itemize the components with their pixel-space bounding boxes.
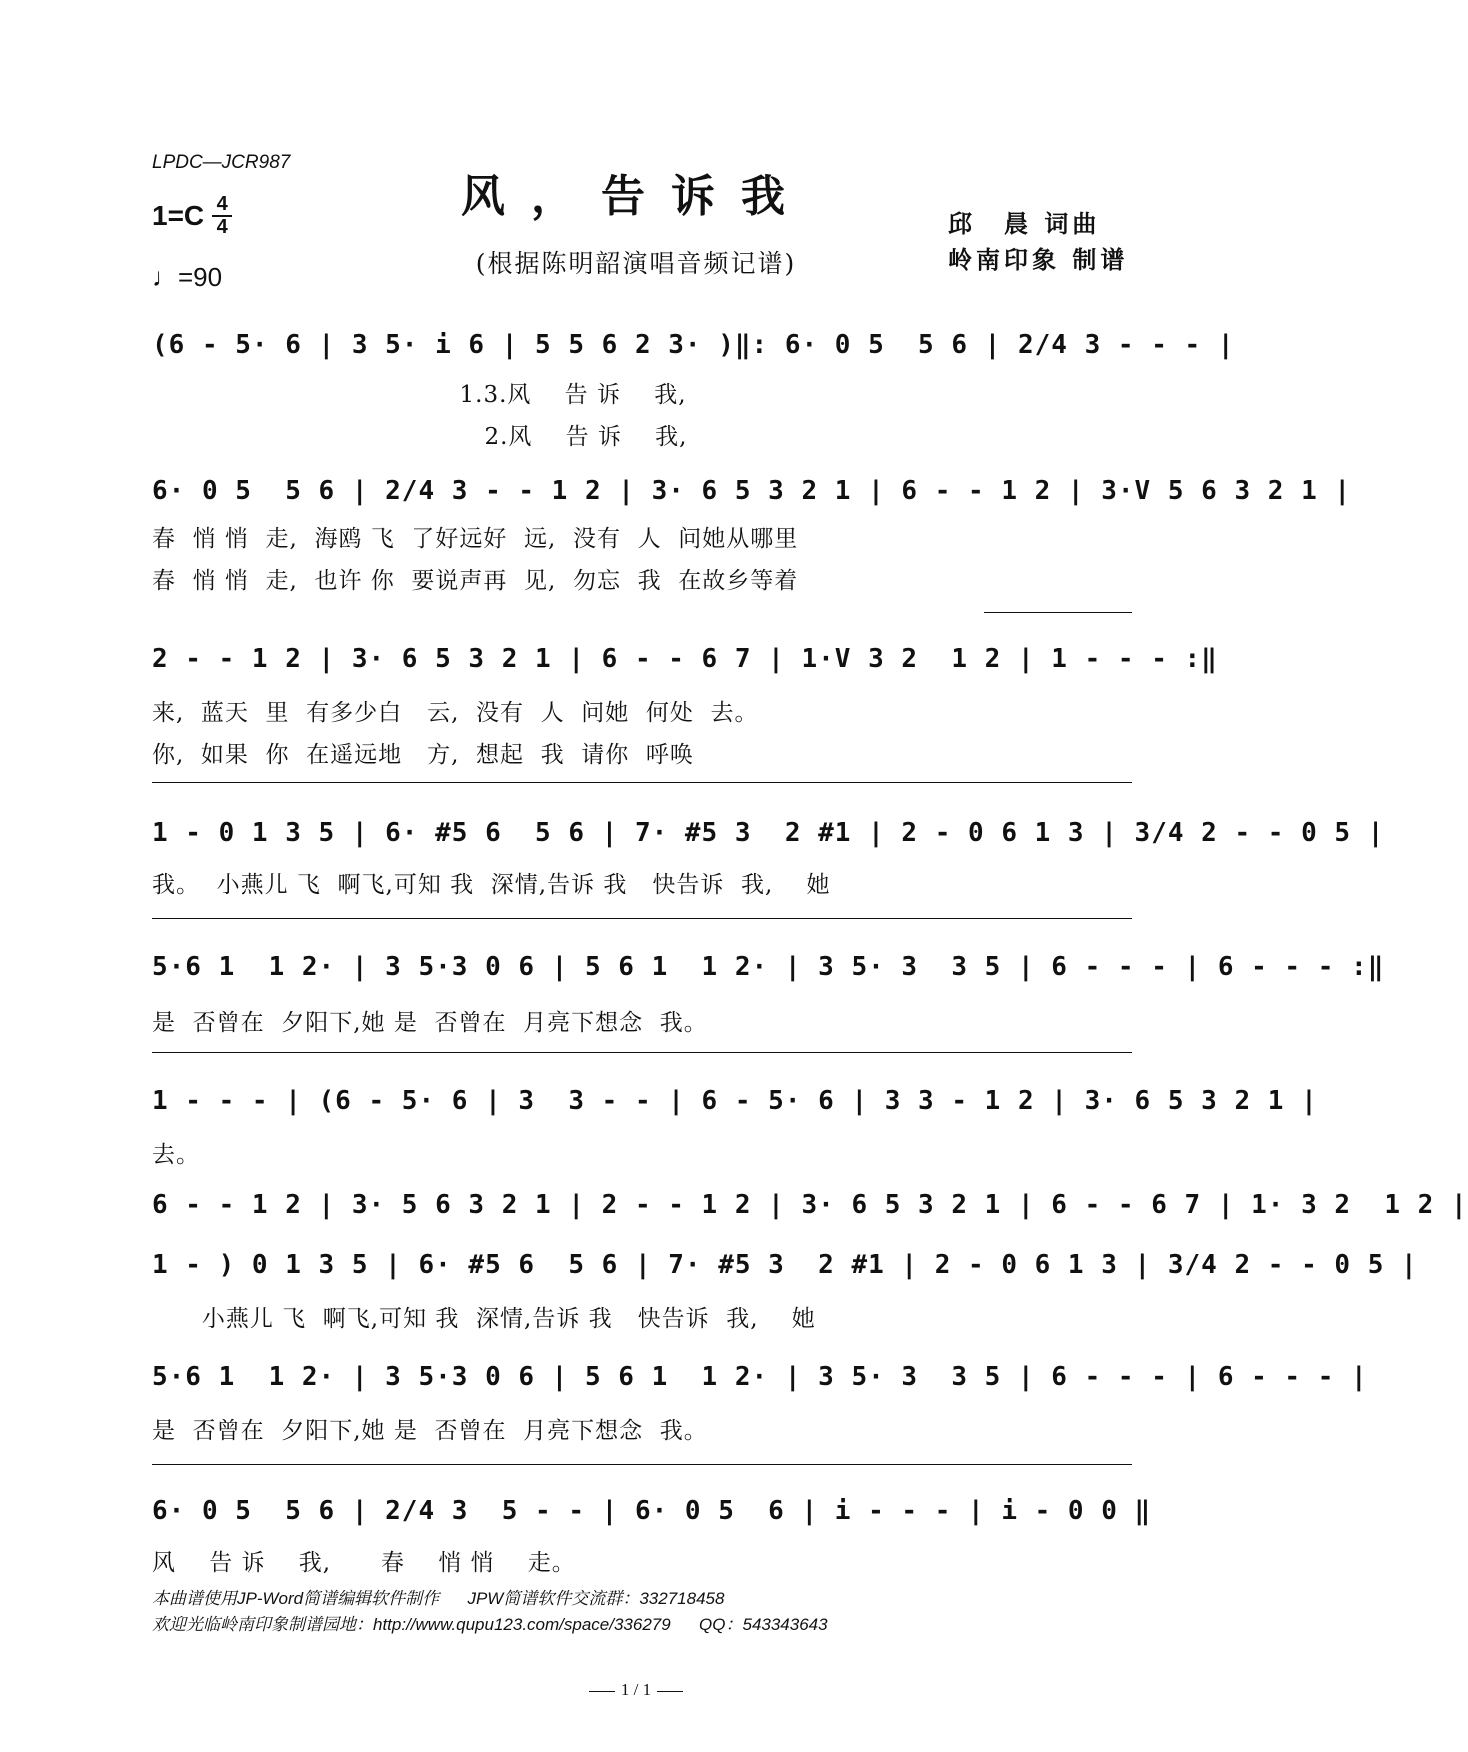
lyric-line-4: 我。 小燕儿 飞 啊飞,可知 我 深情,告诉 我 快告诉 我, 她 — [152, 872, 831, 898]
lyric-line-6: 去。 — [152, 1142, 200, 1168]
lyric-line-8: 小燕儿 飞 啊飞,可知 我 深情,告诉 我 快告诉 我, 她 — [152, 1306, 816, 1332]
lyric-line-2b: 春 悄 悄 走, 也许 你 要说声再 见, 勿忘 我 在故乡等着 — [152, 568, 799, 594]
time-bottom: 4 — [216, 216, 228, 238]
footer-line-1: 本曲谱使用JP-Word简谱编辑软件制作 JPW简谱软件交流群：332718458 — [152, 1589, 725, 1608]
lyric-line-3a: 来, 蓝天 里 有多少白 云, 没有 人 问她 何处 去。 — [152, 700, 759, 726]
page-dash-left — [589, 1691, 615, 1692]
score-row-7: 6 - - 1 2 | 3· 5 6 3 2 1 | 2 - - 1 2 | 3· 6 5 3 2 1 | 6 - - 6 7 | 1· 3 2 1 2 | — [152, 1190, 1468, 1220]
score-row-8: 1 - ) 0 1 3 5 | 6· #5 6 5 6 | 7· #5 3 2 #1 | 2 - 0 6 1 3 | 3/4 2 - - 0 5 | — [152, 1250, 1418, 1280]
score-row-6: 1 - - - | (6 - 5· 6 | 3 3 - - | 6 - 5· 6 | 3 3 - 1 2 | 3· 6 5 3 2 1 | — [152, 1086, 1318, 1116]
footer-line-2: 欢迎光临岭南印象制谱园地：http://www.qupu123.com/space/336279 QQ：543343643 — [152, 1615, 828, 1634]
song-subtitle: (根据陈明韶演唱音频记谱) — [475, 249, 797, 278]
lyric-line-1a: 1.3.风 告 诉 我, — [152, 382, 687, 408]
ending-bracket-final — [152, 1464, 1132, 1465]
score-row-9: 5·6 1 1 2· | 3 5·3 0 6 | 5 6 1 1 2· | 3 5· 3 3 5 | 6 - - - | 6 - - - | — [152, 1362, 1368, 1392]
lyric-line-2a: 春 悄 悄 走, 海鸥 飞 了好远好 远, 没有 人 问她从哪里 — [152, 526, 799, 552]
credit-arranger: 岭南印象 制谱 — [948, 245, 1129, 274]
ending-bracket-1 — [984, 612, 1132, 613]
score-row-3: 2 - - 1 2 | 3· 6 5 3 2 1 | 6 - - 6 7 | 1·V 3 2 1 2 | 1 - - - :‖ — [152, 644, 1218, 674]
key-label: 1=C — [152, 200, 205, 231]
credit-author: 邱 晨 词曲 — [948, 209, 1101, 238]
score-row-2: 6· 0 5 5 6 | 2/4 3 - - 1 2 | 3· 6 5 3 2 1 | 6 - - 1 2 | 3·V 5 6 3 2 1 | — [152, 476, 1352, 506]
lyric-line-9: 是 否曾在 夕阳下,她 是 否曾在 月亮下想念 我。 — [152, 1418, 708, 1444]
page-number — [0, 1680, 1272, 1700]
score-row-5: 5·6 1 1 2· | 3 5·3 0 6 | 5 6 1 1 2· | 3 5· 3 3 5 | 6 - - - | 6 - - - :‖ — [152, 952, 1385, 982]
time-signature — [212, 194, 232, 238]
ending-bracket-2-end — [152, 918, 1132, 919]
time-top: 4 — [216, 193, 228, 215]
ending-bracket-3 — [152, 1052, 1132, 1053]
lyric-line-1b: 2.风 告 诉 我, — [152, 424, 688, 450]
page-dash-right — [657, 1691, 683, 1692]
lyric-line-3b: 你, 如果 你 在遥远地 方, 想起 我 请你 呼唤 — [152, 742, 694, 768]
score-code: LPDC—JCR987 — [152, 152, 291, 173]
page-number-text: 1 / 1 — [620, 1680, 652, 1699]
ending-bracket-2 — [152, 782, 1132, 783]
tempo-mark: ♩=90 — [152, 262, 223, 292]
score-row-10: 6· 0 5 5 6 | 2/4 3 5 - - | 6· 0 5 6 | i - - - | i - 0 0 ‖ — [152, 1496, 1152, 1526]
lyric-line-5: 是 否曾在 夕阳下,她 是 否曾在 月亮下想念 我。 — [152, 1010, 708, 1036]
lyric-line-10: 风 告 诉 我, 春 悄 悄 走。 — [152, 1550, 576, 1576]
score-row-1: (6 - 5· 6 | 3 5· i 6 | 5 5 6 2 3· )‖: 6· 0 5 5 6 | 2/4 3 - - - | — [152, 330, 1235, 360]
song-title: 风，告诉我 — [461, 171, 811, 222]
key-signature — [152, 194, 232, 238]
score-row-4: 1 - 0 1 3 5 | 6· #5 6 5 6 | 7· #5 3 2 #1 | 2 - 0 6 1 3 | 3/4 2 - - 0 5 | — [152, 818, 1385, 848]
